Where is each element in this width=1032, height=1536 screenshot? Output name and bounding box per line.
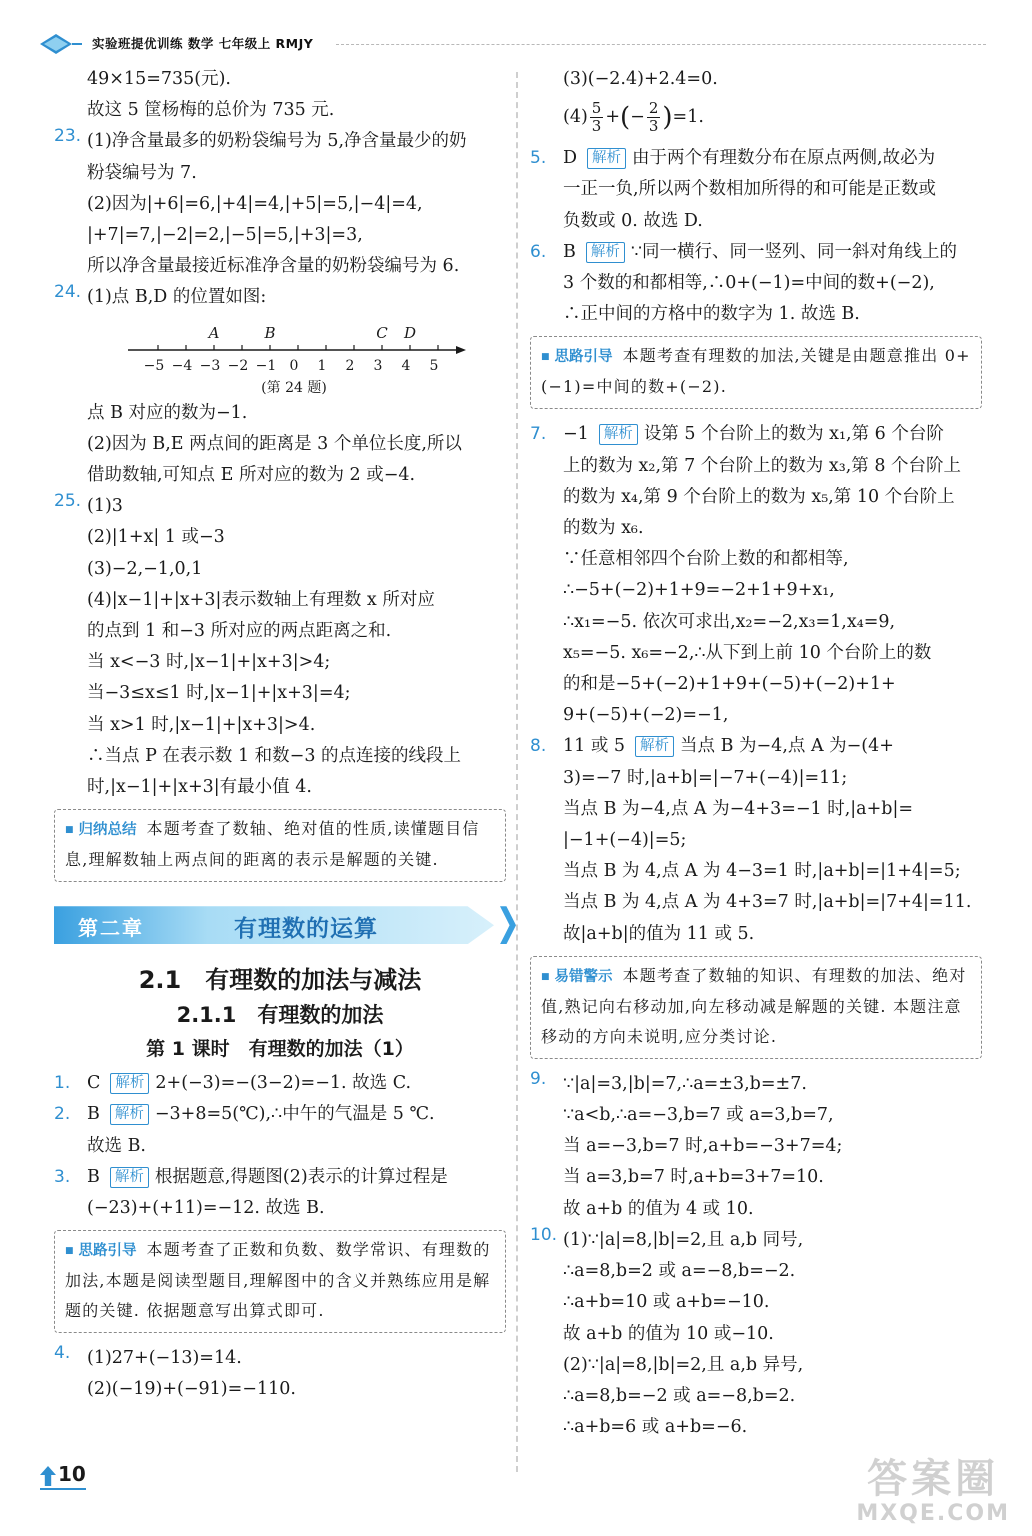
- analysis-tag: 解析: [110, 1104, 149, 1125]
- subsection-heading: 2.1.1 有理数的加法: [176, 1003, 384, 1028]
- text-line: ∵|a|=3,|b|=7,∴a=±3,b=±7.: [563, 1073, 807, 1094]
- fraction: $\frac{5}{3}$: [591, 99, 602, 136]
- note-text: 本题考查了正数和负数、数学常识、有理数的加法,本题是阅读型题目,理解图中的含义并熟练应用是解题的关键. 依据题意写出算式即可.: [65, 1240, 491, 1321]
- text-line: (1)净含量最多的奶粉袋编号为 5,净含量最少的奶: [87, 131, 467, 152]
- question-4: [54, 1343, 506, 1405]
- watermark: [856, 1456, 1010, 1526]
- text-line: 故 a+b 的值为 4 或 10.: [563, 1198, 754, 1219]
- text-line: 的点到 1 和−3 所对应的两点距离之和.: [87, 621, 392, 642]
- text-line: |+7|=7,|−2|=2,|−5|=5,|+3|=3,: [87, 225, 363, 246]
- text-line: ∴−5+(−2)+1+9=−2+1+9+x₁,: [563, 580, 835, 601]
- chapter-title: 有理数的运算: [234, 916, 378, 943]
- note-tag: ■ 易错警示: [541, 962, 613, 992]
- question-9: [530, 1069, 982, 1225]
- text-line: (2)因为 B,E 两点间的距离是 3 个单位长度,所以: [87, 433, 462, 454]
- note-tag: ■ 思路引导: [65, 1236, 137, 1266]
- note-tag: ■ 思路引导: [541, 342, 613, 372]
- header-title: 实验班提优训练 数学 七年级上 RMJY: [92, 36, 314, 51]
- question-number: 3.: [54, 1166, 71, 1187]
- question-number: 10.: [530, 1224, 558, 1245]
- text: 设第 5 个台阶上的数为 x₁,第 6 个台阶: [643, 424, 944, 445]
- text-line: 3)=−7 时,|a+b|=|−7+(−4)|=11;: [563, 767, 848, 788]
- question-2: [54, 1099, 506, 1161]
- question-23: [54, 126, 506, 282]
- text-line: 的和是−5+(−2)+1+9+(−5)+(−2)+1+: [563, 674, 896, 695]
- text-line: 当 x<−3 时,|x−1|+|x+3|>4;: [87, 652, 331, 673]
- text-line: (2)因为|+6|=6,|+4|=4,|+5|=5,|−4|=4,: [87, 193, 423, 214]
- analysis-tag: 解析: [599, 424, 638, 445]
- analysis-tag: 解析: [110, 1073, 149, 1094]
- analysis-tag: 解析: [110, 1167, 149, 1188]
- question-24: [54, 282, 506, 313]
- answer: B: [563, 241, 576, 262]
- question-number: 4.: [54, 1343, 71, 1364]
- answer: B: [87, 1166, 100, 1187]
- right-column: [530, 64, 982, 1443]
- tick-label: −3: [199, 357, 221, 374]
- question-number: 2.: [54, 1104, 71, 1125]
- analysis-tag: 解析: [587, 148, 626, 169]
- tick-label: 2: [345, 357, 355, 374]
- text-line: 当点 B 为−4,点 A 为−4+3=−1 时,|a+b|=: [563, 798, 914, 819]
- question-3: [54, 1162, 506, 1224]
- note-text: 本题考查有理数的加法,关键是由题意推出 0+(−1)=中间的数+(−2).: [541, 346, 971, 397]
- chapter-banner: [54, 900, 506, 952]
- question-7: [530, 419, 982, 731]
- answer: −1: [563, 424, 589, 445]
- question-number: 7.: [530, 424, 547, 445]
- text-line: ∵a<b,∴a=−3,b=7 或 a=3,b=7,: [563, 1105, 834, 1126]
- text-line: (1)点 B,D 的位置如图:: [87, 287, 267, 308]
- point-label-c: C: [376, 323, 388, 342]
- text-line: ∴a+b=10 或 a+b=−10.: [563, 1292, 770, 1313]
- text-line: 的数为 x₆.: [563, 518, 644, 539]
- section-heading: 2.1 有理数的加法与减法: [138, 966, 422, 995]
- text-line: 故 a+b 的值为 10 或−10.: [563, 1323, 774, 1344]
- number-line: [94, 314, 494, 398]
- question-number: 25.: [54, 491, 82, 512]
- tick-label: 1: [317, 357, 327, 374]
- question-1: [54, 1068, 506, 1099]
- guide-note: [54, 1230, 506, 1333]
- text-line: x₅=−5. x₆=−2,∴从下到上前 10 个台阶上的数: [563, 642, 932, 663]
- text-line: 故选 B.: [87, 1135, 146, 1156]
- tick-label: 4: [401, 357, 411, 374]
- lesson-heading: 第 1 课时 有理数的加法（1）: [146, 1038, 414, 1061]
- text-line: (1)∵|a|=8,|b|=2,且 a,b 同号,: [563, 1229, 804, 1250]
- text-line: ∴x₁=−5. 依次可求出,x₂=−2,x₃=1,x₄=9,: [563, 611, 896, 632]
- question-number: 9.: [530, 1068, 547, 1089]
- text: 当点 B 为−4,点 A 为−(4+: [680, 736, 894, 757]
- tick-label: −5: [143, 357, 165, 374]
- text-line: (3)−2,−1,0,1: [87, 558, 203, 579]
- page-footer: [40, 1460, 86, 1490]
- text-line: (2)(−19)+(−91)=−110.: [87, 1379, 296, 1400]
- text-line: 负数或 0. 故选 D.: [563, 210, 703, 231]
- tick-label: −1: [255, 357, 277, 374]
- page-header: [36, 28, 986, 58]
- column-divider: [516, 72, 518, 1472]
- text-line: 当点 B 为 4,点 A 为 4+3=7 时,|a+b|=|7+4|=11.: [563, 892, 972, 913]
- text-line: (1)27+(−13)=14.: [87, 1348, 242, 1369]
- text-line: ∴正中间的方格中的数字为 1. 故选 B.: [563, 304, 860, 325]
- left-column: [54, 64, 506, 1406]
- text-line: (−23)+(+11)=−12. 故选 B.: [87, 1198, 325, 1219]
- question-number: 5.: [530, 148, 547, 169]
- watermark-logo: 答案圈: [867, 1456, 1000, 1502]
- text-line: 故这 5 筐杨梅的总价为 735 元.: [87, 100, 335, 121]
- text-line: ∴a=8,b=−2 或 a=−8,b=2.: [563, 1385, 796, 1406]
- text-line: ∴当点 P 在表示数 1 和数−3 的点连接的线段上: [87, 745, 462, 766]
- text-line: (2)|1+x| 1 或−3: [87, 527, 225, 548]
- text-line: |−1+(−4)|=5;: [563, 830, 687, 851]
- analysis-tag: 解析: [586, 242, 625, 263]
- text-line: 当 x>1 时,|x−1|+|x+3|>4.: [87, 714, 316, 735]
- guide-note: [530, 336, 982, 409]
- text-line: 49×15=735(元).: [87, 69, 231, 89]
- text-line: (4)|x−1|+|x+3|表示数轴上有理数 x 所对应: [87, 589, 435, 610]
- tick-label: 3: [373, 357, 383, 374]
- tick-label: −2: [227, 357, 249, 374]
- question-number: 24.: [54, 282, 82, 303]
- text-line: 当点 B 为 4,点 A 为 4−3=1 时,|a+b|=|1+4|=5;: [563, 861, 961, 882]
- text-line: 3 个数的和都相等,∴0+(−1)=中间的数+(−2),: [563, 273, 935, 294]
- answer: B: [87, 1104, 100, 1125]
- question-10: [530, 1225, 982, 1443]
- question-number: 1.: [54, 1073, 71, 1094]
- tick-label: 0: [289, 357, 299, 374]
- summary-note: [54, 809, 506, 882]
- answer: 11 或 5: [563, 736, 626, 757]
- text-line: 时,|x−1|+|x+3|有最小值 4.: [87, 777, 312, 798]
- question-6: [530, 237, 982, 331]
- answer: C: [87, 1073, 101, 1094]
- text-line: 当 a=3,b=7 时,a+b=3+7=10.: [563, 1167, 824, 1188]
- fraction-line: (4) $\frac{5}{3}$ +(− $\frac{2}{3}$ )=1.: [563, 99, 704, 136]
- footer-rule: [40, 1488, 86, 1490]
- text: 由于两个有理数分布在原点两侧,故必为: [632, 148, 936, 169]
- fraction: $\frac{2}{3}$: [648, 99, 659, 136]
- question-8: [530, 731, 982, 949]
- text-line: 所以净含量最接近标准净含量的奶粉袋编号为 6.: [87, 256, 460, 277]
- text: 根据题意,得题图(2)表示的计算过程是: [154, 1166, 448, 1187]
- question-number: 8.: [530, 736, 547, 757]
- text-line: 的数为 x₄,第 9 个台阶上的数为 x₅,第 10 个台阶上: [563, 486, 955, 507]
- text-line: 一正一负,所以两个数相加所得的和可能是正数或: [563, 179, 937, 200]
- point-label-d: D: [403, 323, 417, 342]
- page-number: 10: [58, 1462, 86, 1486]
- figure-caption: (第 24 题): [261, 379, 327, 396]
- text-line: 点 B 对应的数为−1.: [87, 402, 248, 423]
- watermark-url: MXQE.COM: [856, 1501, 1010, 1526]
- up-arrow-icon: [40, 1466, 56, 1486]
- point-label-a: A: [208, 323, 220, 342]
- text-line: (2)∵|a|=8,|b|=2,且 a,b 异号,: [563, 1354, 804, 1375]
- text-line: ∴a=8,b=2 或 a=−8,b=−2.: [563, 1261, 796, 1282]
- text-line: 当−3≤x≤1 时,|x−1|+|x+3|=4;: [87, 683, 351, 704]
- question-25: [54, 491, 506, 803]
- note-text: 本题考查了数轴的知识、有理数的加法、绝对值,熟记向右移动加,向左移动减是解题的关键. 本题注意移动的方向未说明,应分类讨论.: [541, 965, 967, 1046]
- text-line: 粉袋编号为 7.: [87, 162, 197, 183]
- text-line: (1)3: [87, 496, 123, 517]
- text-line: 上的数为 x₂,第 7 个台阶上的数为 x₃,第 8 个台阶上: [563, 455, 962, 476]
- text-line: 当 a=−3,b=7 时,a+b=−3+7=4;: [563, 1136, 843, 1157]
- text-line: ∵任意相邻四个台阶上数的和都相等,: [563, 549, 849, 570]
- text-line: ∴a+b=6 或 a+b=−6.: [563, 1417, 748, 1438]
- question-5: [530, 143, 982, 237]
- chapter-name: 第二章: [78, 916, 144, 941]
- text-line: 9+(−5)+(−2)=−1,: [563, 705, 729, 726]
- note-text: 本题考查了数轴、绝对值的性质,读懂题目信息,理解数轴上两点间的距离的表示是解题的关键.: [65, 819, 480, 870]
- tick-label: 5: [429, 357, 439, 374]
- text-line: (3)(−2.4)+2.4=0.: [563, 69, 718, 89]
- point-label-b: B: [264, 323, 276, 342]
- chevron-right-icon: [500, 906, 516, 944]
- tick-label: −4: [171, 357, 193, 374]
- book-logo-icon: [36, 30, 84, 56]
- text: −3+8=5(℃),∴中午的气温是 5 ℃.: [154, 1104, 435, 1125]
- text: ∵同一横行、同一竖列、同一斜对角线上的: [630, 241, 958, 262]
- analysis-tag: 解析: [635, 736, 674, 757]
- answer: D: [563, 148, 578, 169]
- question-number: 23.: [54, 126, 82, 147]
- question-number: 6.: [530, 241, 547, 262]
- header-rule: [336, 44, 986, 45]
- note-tag: ■ 归纳总结: [65, 815, 137, 845]
- text-line: 借助数轴,可知点 E 所对应的数为 2 或−4.: [87, 465, 416, 486]
- text: 2+(−3)=−(3−2)=−1. 故选 C.: [155, 1073, 412, 1094]
- number-line-figure: [94, 314, 494, 398]
- warning-note: [530, 956, 982, 1059]
- text-line: 故|a+b|的值为 11 或 5.: [563, 923, 755, 944]
